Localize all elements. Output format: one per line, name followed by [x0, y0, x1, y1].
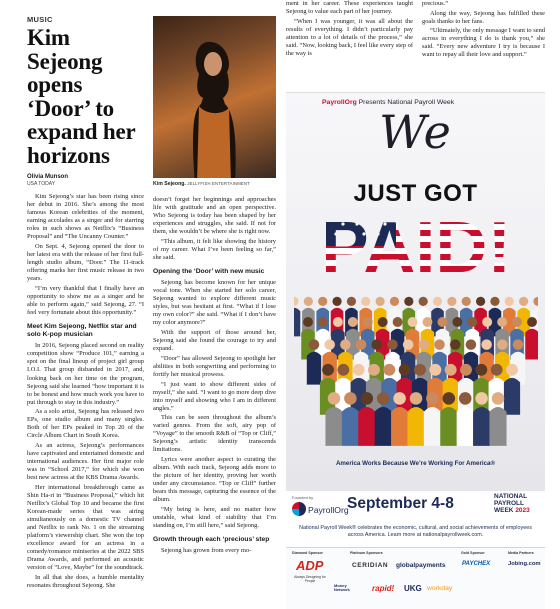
- crowd-person: [391, 407, 408, 446]
- crowd-person-head: [490, 297, 499, 306]
- crowd-person-head: [399, 364, 411, 376]
- crowd-person: [407, 407, 424, 446]
- crowd-person: [424, 407, 441, 446]
- crowd-person-head: [429, 364, 441, 376]
- crowd-person-head: [361, 297, 370, 306]
- subheading: Growth through each ‘precious’ step: [153, 536, 270, 544]
- crowd-person-head: [512, 317, 522, 327]
- ad-tagline: America Works Because We’re Working For America®: [335, 460, 496, 467]
- crowd-person-head: [328, 392, 341, 405]
- caption-name: Kim Sejeong.: [153, 181, 186, 187]
- subheading: Opening the ‘Door’ with new music: [153, 267, 265, 275]
- paragraph: Her international breakthrough came as Shin Ha-ri in “Business Proposal,” which hit Netflix’s Global Top 10 and became the first Korean-made series that was airing simultaneously on a domestic TV channel and Netflix to rank No. 1 on the streaming platform’s viewership chart. She won the top excellence award for an actress in a comedy/romance miniseries at the 2022 SBS Drama Awards, and performed an acoustic version of “Love, Maybe” for the soundtrack.: [27, 483, 144, 572]
- crowd-person-head: [506, 364, 518, 376]
- crowd-person: [504, 378, 520, 415]
- crowd-person-head: [475, 392, 488, 405]
- paragraph: “When I was younger, it was all about the results of everything. I didn’t particularly pay attention to a lot of details of the process,” she said. “Now, looking back, I feel like every step of the way is: [286, 17, 414, 57]
- sponsor-workday-logo[interactable]: workday: [427, 585, 453, 592]
- crowd-person-head: [356, 339, 367, 350]
- crowd-person-head: [419, 339, 430, 350]
- crowd-person-head: [466, 339, 477, 350]
- paragraph: As an actress, Sejeong’s performances have captivated and entertained domestic and international audiences. Her first major role was in “School 2017,” for which she won best new actress at the KBS Drama Awards.: [27, 442, 144, 482]
- crowd-person-head: [467, 317, 477, 327]
- crowd-person-head: [497, 317, 507, 327]
- section-label: MUSIC: [27, 15, 53, 24]
- sponsor-paychex-logo[interactable]: PAYCHEX: [462, 561, 491, 567]
- paragraph: “Ultimately, the only message I want to send across in everything I do is thank you,” she said. “Every new adventure I try is because I want to repay all their love and support.”: [422, 27, 545, 59]
- crowd-person-head: [340, 339, 351, 350]
- crowd-person: [457, 407, 474, 446]
- ad-event-bar: [286, 493, 545, 523]
- sponsor-adp-logo[interactable]: ADP: [296, 558, 324, 573]
- crowd-person: [325, 407, 342, 446]
- paragraph: “I just want to show different sides of myself,” she said. “I want to go more deep dive into myself and showing who I am in different angles.”: [153, 380, 276, 412]
- crowd-person-head: [460, 364, 472, 376]
- ad-hero: [286, 93, 545, 491]
- crowd-person: [489, 407, 506, 446]
- byline-author: Olivia Munson: [27, 174, 69, 181]
- ad-just-got: JUST GOT: [353, 180, 478, 207]
- crowd-person-head: [368, 364, 380, 376]
- sponsor-header: Platinum Sponsors: [350, 551, 383, 555]
- crowd-person-head: [337, 364, 349, 376]
- crowd-person-head: [497, 339, 508, 350]
- crowd-person-head: [378, 317, 388, 327]
- crowd-person-head: [410, 392, 423, 405]
- paragraph: As a solo artist, Sejeong has released two EPs, one studio album and many singles. Both of her EPs peaked in Top 20 of the Circle Album Chart in South Korea.: [27, 408, 144, 440]
- crowd-person-head: [371, 339, 382, 350]
- crowd-person-head: [318, 317, 328, 327]
- paragraph: In 2016, Sejeong placed second on reality competition show “Produce 101,” earning a spot on the final lineup of project girl group I.O.I. That group disbanded in 2017, and, looking back on her time on the program, Sejeong said she learned “how important it is to be honest and how much work you have to put through to stay in this industry.”: [27, 342, 144, 406]
- crowd-person-head: [475, 364, 487, 376]
- paid-flag-lettering: [326, 206, 506, 282]
- crowd-person-head: [303, 317, 313, 327]
- crowd-person-head: [403, 339, 414, 350]
- article-column-1: [27, 16, 144, 592]
- crowd-person-head: [505, 297, 514, 306]
- sponsor-rapid-logo[interactable]: rapid!: [372, 584, 395, 593]
- crowd-person-head: [347, 297, 356, 306]
- crowd-person-head: [426, 392, 439, 405]
- payrollorg-mark-icon: [292, 502, 306, 516]
- crowd-person-head: [348, 317, 358, 327]
- sponsor-adp-tagline: Always Designing for People: [294, 575, 326, 583]
- ad-brand-line: PayrollOrg Presents National Payroll Week: [322, 99, 455, 106]
- sponsor-jobing-logo[interactable]: Jobing.com: [508, 561, 541, 567]
- crowd-person-head: [437, 317, 447, 327]
- crowd-person-head: [481, 339, 492, 350]
- article-column-3: [286, 0, 413, 60]
- crowd-person: [307, 352, 321, 385]
- crowd-person-head: [491, 364, 503, 376]
- crowd-person-head: [492, 392, 505, 405]
- paragraph: This can be seen throughout the album’s varied genres. From the soft, airy pop of “Voyage” to the smooth R&B of “Top or Cliff,” Sejeong’s artistic identity transcends limitations.: [153, 414, 276, 454]
- crowd-person-head: [434, 339, 445, 350]
- ad-description[interactable]: National Payroll Week® celebrates the economic, cultural, and social achievements of employees across America. Learn more at nationalpayrollweek.com.: [299, 525, 532, 538]
- crowd-person-head: [332, 297, 341, 306]
- byline-org: USA TODAY: [27, 181, 56, 188]
- crowd-person: [294, 308, 300, 337]
- paragraph: Kim Sejeong’s star has been rising since her debut in 2016. She’s among the most famous Korean celebrities of the moment, earning accolades as a singer and for starring roles in such shows as Netflix’s “Business Proposal” and “The Uncanny Counter.”: [27, 193, 144, 241]
- crowd-person: [358, 407, 375, 446]
- crowd-person: [525, 329, 538, 360]
- sponsor-header: Diamond Sponsor: [292, 551, 323, 555]
- artist-silhouette-icon: [185, 34, 241, 178]
- crowd-person-head: [393, 317, 403, 327]
- payroll-week-advertisement[interactable]: [286, 92, 545, 609]
- paragraph: In all that she does, a humble mentality resonates throughout Sejeong. She: [27, 574, 144, 590]
- sponsor-globalpayments-logo[interactable]: globalpayments: [396, 562, 446, 569]
- crowd-person-head: [344, 392, 357, 405]
- crowd-person-head: [459, 392, 472, 405]
- paragraph: Sejeong has grown from every mo-: [161, 547, 252, 555]
- crowd-person-head: [404, 297, 413, 306]
- crowd-person-head: [309, 339, 320, 350]
- paragraph: doesn’t forget her beginnings and approaches life with gratitude and an open perspective. Who Sejeong is today has been shaped by her experiences and struggles, she said. If not for them, she wouldn’t be where she is right now.: [153, 196, 276, 236]
- paragraph: Along the way, Sejeong has fulfilled these goals thanks to her fans.: [422, 9, 545, 25]
- article-column-4: [422, 0, 545, 61]
- sponsor-ukg-logo[interactable]: UKG: [404, 584, 422, 593]
- crowd-person-head: [443, 392, 456, 405]
- crowd-person-head: [519, 297, 528, 306]
- crowd-person-head: [433, 297, 442, 306]
- paragraph: “I’m very thankful that I finally have an opportunity to show me as a singer and be able to perform again,” said Sejeong, 27. “I feel very fortunate about this opportunity.”: [27, 284, 144, 316]
- crowd-person-head: [423, 317, 433, 327]
- headline: Kim Sejeong opens ‘Door’ to expand her horizons: [27, 25, 136, 168]
- crowd-person-head: [482, 317, 492, 327]
- sponsor-moneynetwork-logo[interactable]: Money Network: [334, 583, 350, 593]
- crowd-person-head: [408, 317, 418, 327]
- crowd-person: [440, 407, 457, 446]
- crowd-person-head: [387, 339, 398, 350]
- subheading: Meet Kim Sejeong, Netflix star and solo K-pop musician: [27, 322, 137, 339]
- crowd-person-head: [513, 339, 524, 350]
- crowd-person-head: [318, 297, 327, 306]
- crowd-person: [473, 407, 490, 446]
- crowd-person: [342, 407, 359, 446]
- paragraph: ment in her career. These experiences taught Sejeong to value each part of her journey.: [286, 0, 413, 16]
- paragraph: Lyrics were another aspect to curating the album. With each track, Sejeong adds more to the picture of her identity, proving her worth under any circumstance. “Top or Cliff” further bears this message, capturing the essence of the album.: [153, 456, 276, 504]
- crowd-person-head: [322, 364, 334, 376]
- caption-credit: JELLYFISH ENTERTAINMENT: [187, 181, 250, 186]
- crowd-person-head: [450, 339, 461, 350]
- sponsor-header: Media Partners: [508, 551, 534, 555]
- crowd-person-head: [363, 317, 373, 327]
- paragraph: With the support of those around her, Sejeong said she found the courage to try and expand.: [153, 329, 276, 353]
- crowd-person-head: [419, 297, 428, 306]
- crowd-person-head: [393, 392, 406, 405]
- crowd-person-head: [361, 392, 374, 405]
- crowd-person-head: [324, 339, 335, 350]
- crowd-person-head: [390, 297, 399, 306]
- crowd-person-head: [452, 317, 462, 327]
- crowd-person-head: [353, 364, 365, 376]
- crowd-person-head: [333, 317, 343, 327]
- paragraph: On Sept. 4, Sejeong opened the door to her latest era with the release of her first full-length studio album, “Door.” The 11-track offering marks her first music release in two years.: [27, 242, 144, 283]
- crowd-person: [375, 407, 392, 446]
- crowd-person-head: [462, 297, 471, 306]
- crowd-person-head: [383, 364, 395, 376]
- crowd-person-head: [294, 297, 299, 306]
- crowd-person-head: [533, 297, 538, 306]
- sponsor-header: Gold Sponsor: [461, 551, 485, 555]
- paragraph: “This album, it felt like showing the history of my career. What I’ve been feeling so far,” she said.: [153, 237, 276, 261]
- crowd-person-head: [304, 297, 313, 306]
- ad-script-word: We: [379, 105, 452, 159]
- paragraph: precious.”: [422, 0, 449, 7]
- crowd-person-head: [476, 297, 485, 306]
- crowd-person-head: [375, 297, 384, 306]
- crowd-person-head: [414, 364, 426, 376]
- paragraph: “My being is here, and no matter how unstable, what kind of stability that I’m standing on, I’m still here,” said Sejeong.: [153, 506, 276, 530]
- sponsor-ceridian-logo[interactable]: CERIDIAN: [352, 562, 389, 569]
- artist-photo: [153, 16, 276, 178]
- npw-logo[interactable]: NATIONAL PAYROLL WEEK 2023: [494, 493, 530, 514]
- paragraph: “Door” has allowed Sejeong to spotlight her abilities in both songwriting and performing to fortify her musical prowess.: [153, 354, 276, 378]
- workers-crowd-image: [294, 283, 538, 473]
- crowd-person-head: [377, 392, 390, 405]
- crowd-person-head: [445, 364, 457, 376]
- crowd-person-head: [527, 317, 537, 327]
- crowd-person-head: [447, 297, 456, 306]
- event-dates: September 4-8: [347, 495, 454, 512]
- paragraph: Sejeong has become known for her unique vocal tone. When she started her solo career, Sejeong wanted to explore different music styles, but was hesitant at first. “What if I lose my own color?” she said. “What if I don’t have my color anymore?”: [153, 279, 276, 327]
- payrollorg-logo[interactable]: Founded by PayrollOrg: [292, 495, 349, 515]
- sponsors-strip: [286, 547, 545, 609]
- photo-caption: [153, 181, 276, 187]
